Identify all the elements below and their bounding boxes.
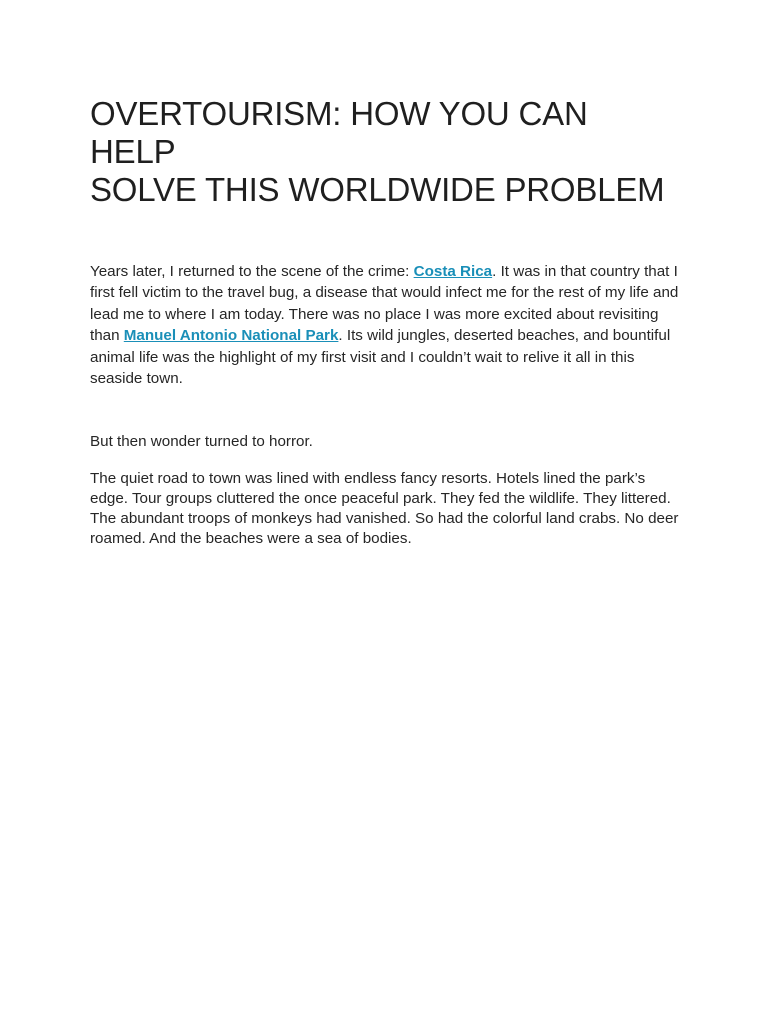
paragraph-2: But then wonder turned to horror. <box>90 433 313 451</box>
paragraph-3: The quiet road to town was lined with endless fancy resorts. Hotels lined the park’s edge. Tour groups cluttered the once peaceful park. They fed the wildlife. They littered. The abundant troops of monkeys had vanished. So had the colorful land crabs. No deer roamed. And the beaches were a sea of bodies. <box>90 469 679 547</box>
title-line-1: OVERTOURISM: HOW YOU CAN HELP <box>90 95 588 170</box>
costa-rica-link[interactable]: Costa Rica <box>413 263 493 280</box>
paragraph-1-text-b: . It was in that country that I first fell victim to the travel bug, a disease that would infect me for the rest of my life and lead me to where I am today. There was no place I was more excited about revisiting than <box>90 263 679 345</box>
document-page <box>90 95 680 549</box>
paragraph-1-text-c: . Its wild jungles, deserted beaches, and bountiful animal life was the highlight of my first visit and I couldn’t wait to relive it all in this seaside town. <box>90 327 671 388</box>
paragraph-1 <box>90 261 680 389</box>
title-line-2: SOLVE THIS WORLDWIDE PROBLEM <box>90 171 665 208</box>
paragraph-1-text-a: Years later, I returned to the scene of the crime: <box>90 263 414 280</box>
manuel-antonio-link[interactable]: Manuel Antonio National Park <box>123 327 339 345</box>
document-title <box>90 95 680 209</box>
